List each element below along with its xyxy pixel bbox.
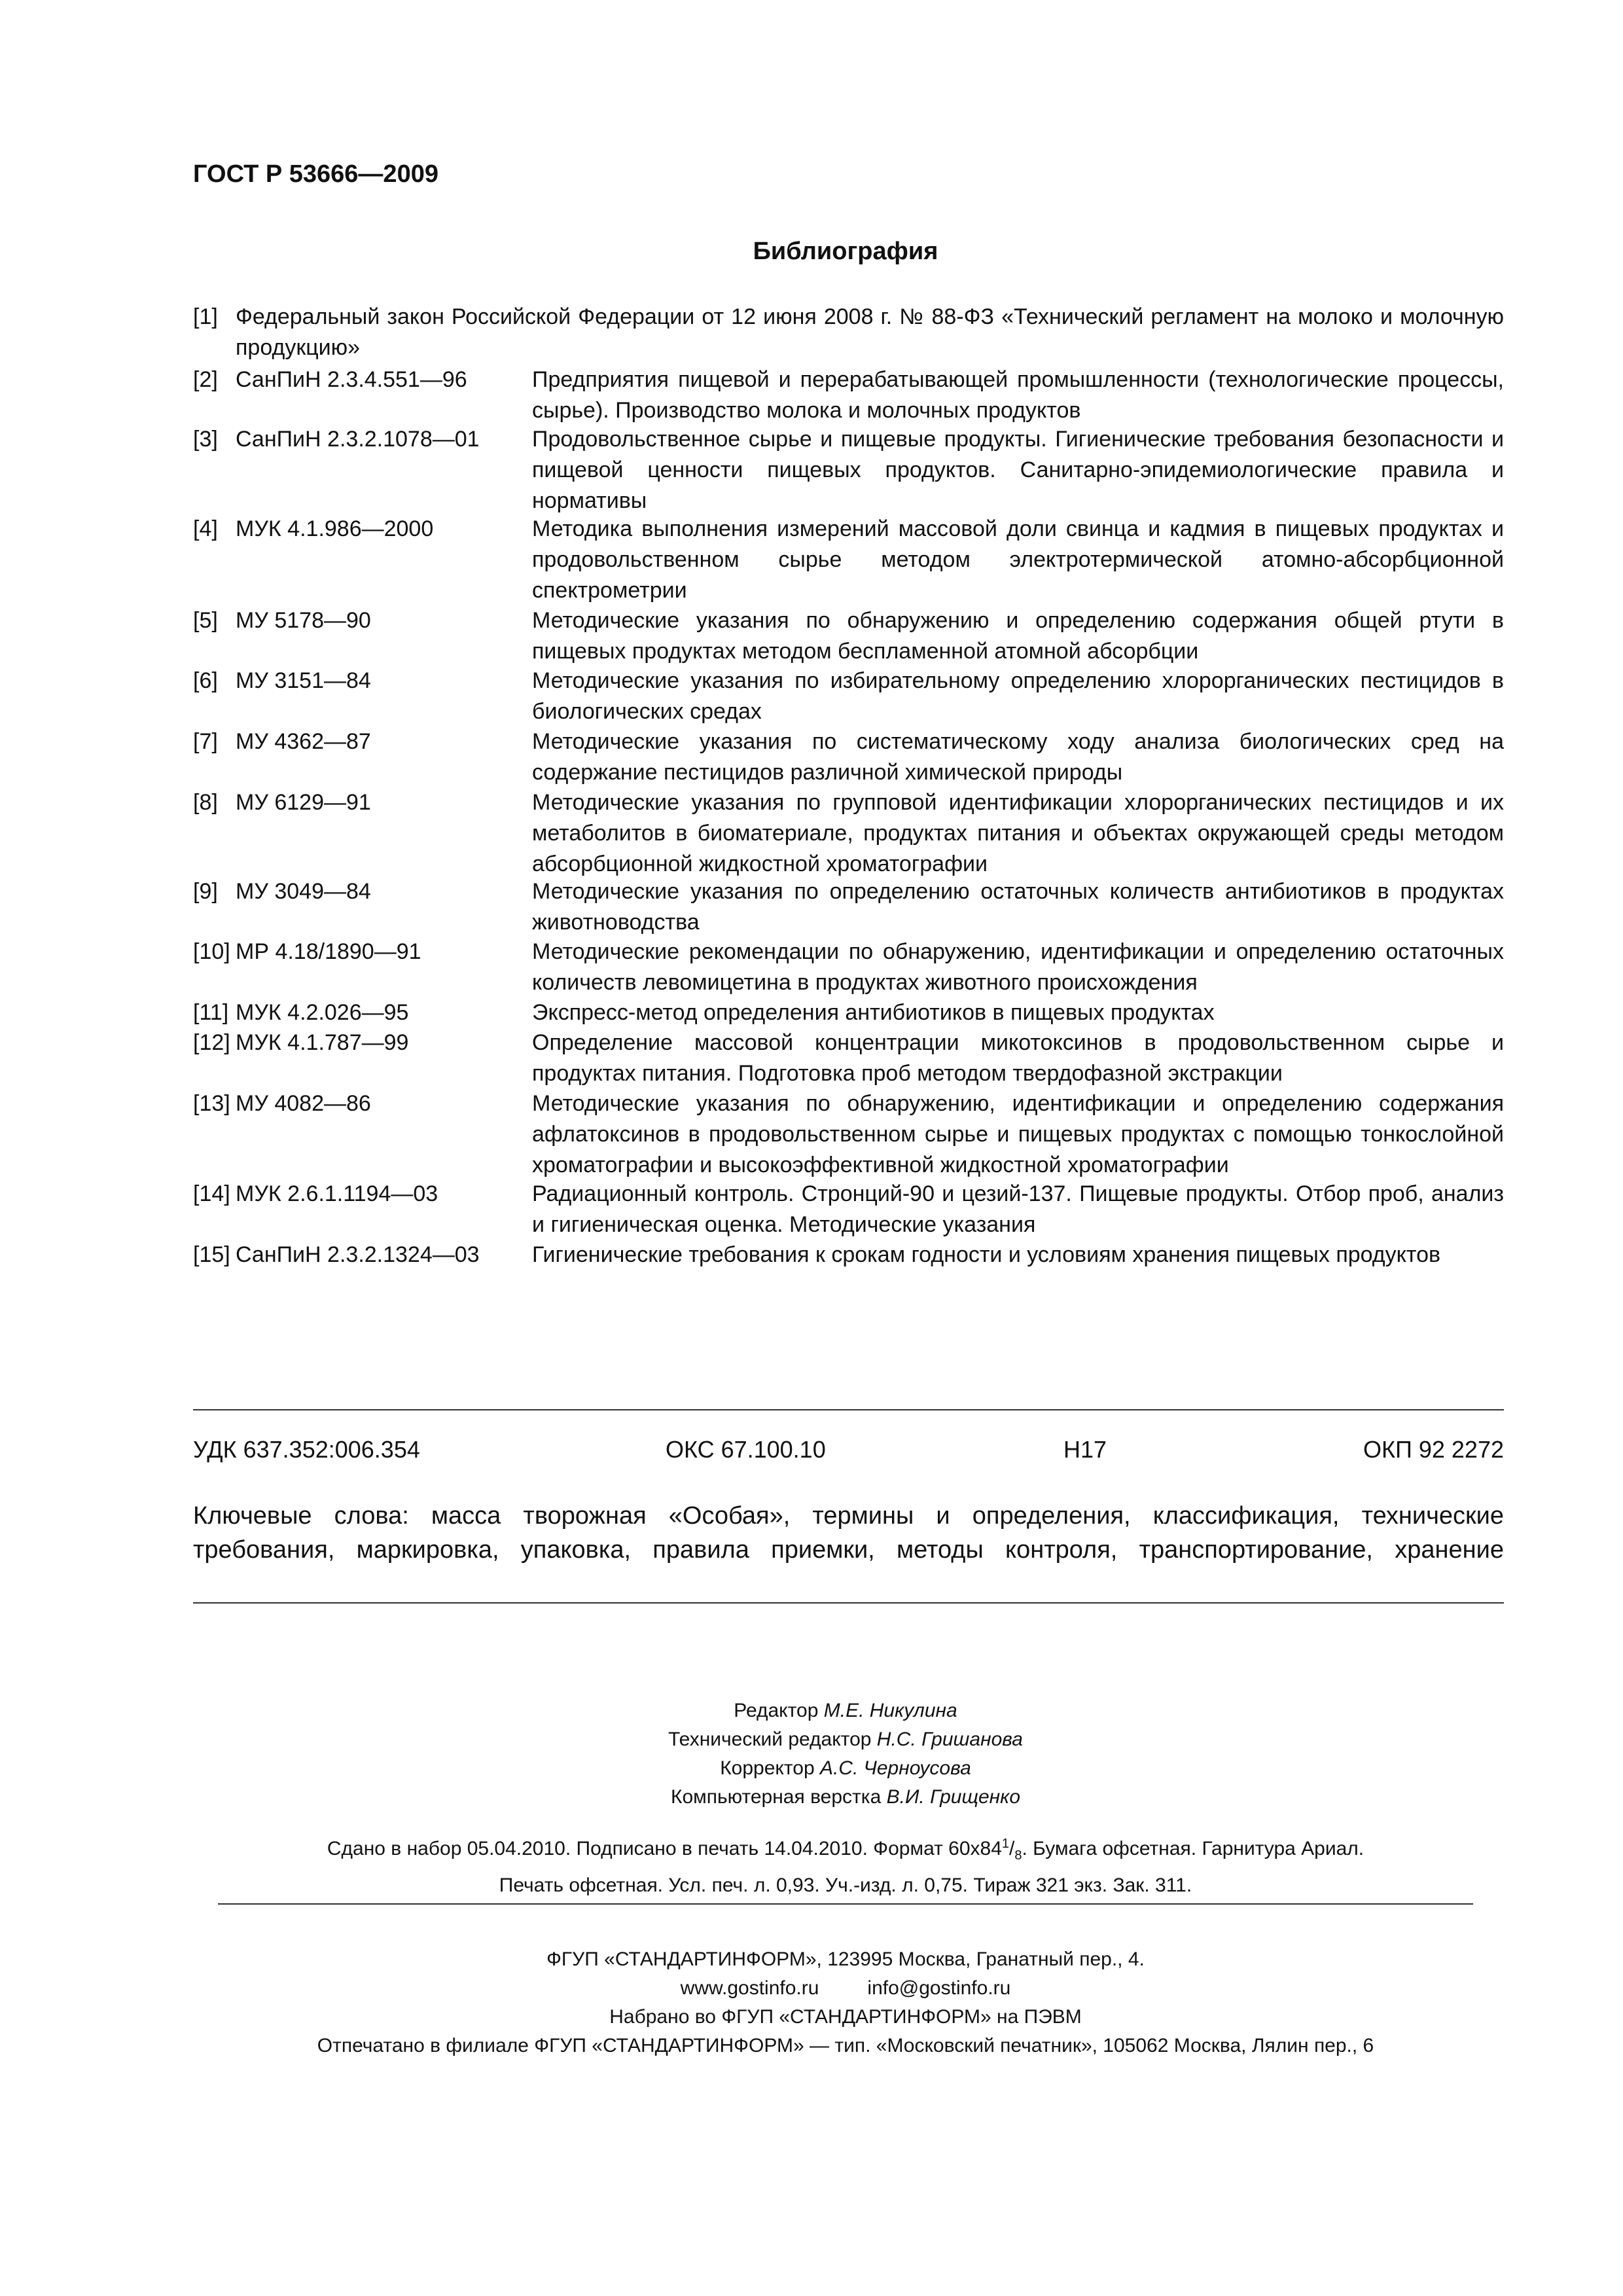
entry-title: Методические рекомендации по обнаружению, идентификации и определению остаточных количеств левомицетина в продуктах животного происхождения [532,939,1504,995]
entry-code: СанПиН 2.3.4.551—96 [236,367,467,392]
bibliography-title: Библиография [753,238,938,265]
entry-number: [7] [193,729,218,754]
bibliography-entry [193,514,1504,606]
entry-code: МУК 4.2.026—95 [236,1000,409,1025]
bibliography-entry [193,666,1504,727]
publisher-contacts [0,1974,1623,2003]
entry-title: Радиационный контроль. Стронций-90 и цезий-137. Пищевые продукты. Отбор проб, анализ и гигиеническая оценка. Методические указания [532,1181,1504,1237]
bibliography-entry [193,937,1504,998]
top-divider [193,1409,1504,1410]
entry-number: [11] [193,1000,229,1025]
entry-number: [2] [193,367,218,392]
entry-code: СанПиН 2.3.2.1324—03 [236,1242,480,1267]
okp-code: ОКП 92 2272 [1363,1436,1504,1463]
bibliography-entry [193,302,1504,363]
entry-title: Экспресс-метод определения антибиотиков в пищевых продуктах [532,1000,1215,1025]
entry-title: Гигиенические требования к срокам годности и условиям хранения пищевых продуктов [532,1242,1441,1267]
entry-number: [13] [193,1091,230,1116]
entry-number: [8] [193,790,218,815]
proofreader-line: Корректор А.С. Черноусова [720,1757,971,1779]
udk-code: УДК 637.352:006.354 [193,1436,420,1463]
entry-number: [14] [193,1181,230,1206]
editor-line: Редактор М.Е. Никулина [734,1700,957,1721]
bibliography-entry [193,1240,1504,1270]
entry-title: Методические указания по избирательному определению хлорорганических пестицидов в биологических средах [532,668,1504,724]
oks-code: ОКС 67.100.10 [666,1436,826,1463]
entry-number: [4] [193,516,218,541]
entry-number: [6] [193,668,218,693]
print-line-1: Сдано в набор 05.04.2010. Подписано в печать 14.04.2010. Формат $60x84^1/_8$. Бумага офсетная. Гарнитура Ариал. [327,1837,1364,1863]
staff-credits [0,1696,1623,1812]
website-link[interactable]: www.gostinfo.ru [680,1977,819,1999]
bibliography-entry [193,424,1504,516]
entry-title: Методические указания по систематическому ходу анализа биологических сред на содержание пестицидов различной химической природы [532,729,1504,785]
entry-title: Методика выполнения измерений массовой доли свинца и кадмия в пищевых продуктах и продовольственном сырье методом электротермической атомно-абсорбционной спектрометрии [532,516,1504,603]
entry-code: МУ 4082—86 [236,1091,371,1116]
entry-code: МУ 3049—84 [236,879,371,904]
bibliography-entry [193,365,1504,426]
entry-title: Методические указания по обнаружению и определению содержания общей ртути в пищевых продуктах методом беспламенной атомной абсорбции [532,608,1504,664]
entry-code: МУ 4362—87 [236,729,371,754]
entry-number: [10] [193,939,230,964]
entry-title: Методические указания по групповой идентификации хлорорганических пестицидов и их метаболитов в биоматериале, продуктах питания и объектах окружающей среды методом абсорбционной жидкостной хроматографии [532,790,1504,876]
entry-code: МУК 2.6.1.1194—03 [236,1181,438,1206]
entry-title: Продовольственное сырье и пищевые продукты. Гигиенические требования безопасности и пищевой ценности пищевых продуктов. Санитарно-эпидемиологические правила и нормативы [532,427,1504,513]
bibliography-entry [193,1179,1504,1240]
print-details [0,1829,1623,1900]
typeset-line: Набрано во ФГУП «СТАНДАРТИНФОРМ» на ПЭВМ [609,2006,1082,2028]
standard-number: ГОСТ Р 53666—2009 [193,160,438,188]
entry-number: [1] [193,304,218,329]
entry-code: МУ 6129—91 [236,790,371,815]
entry-number: [3] [193,427,218,452]
entry-code: МУ 3151—84 [236,668,371,693]
entry-title: Определение массовой концентрации микотоксинов в продовольственном сырье и продуктах питания. Подготовка проб методом твердофазной экстракции [532,1030,1504,1086]
layout-line: Компьютерная верстка В.И. Грищенко [670,1786,1021,1808]
entry-code: МР 4.18/1890—91 [236,939,421,964]
bibliography-entry [193,605,1504,667]
bibliography-entry [193,1028,1504,1089]
publisher-divider [218,1903,1473,1905]
entry-title: Методические указания по определению остаточных количеств антибиотиков в продуктах животноводства [532,879,1504,935]
entry-number: [9] [193,879,218,904]
tech-editor-line: Технический редактор Н.С. Гришанова [668,1729,1023,1750]
entry-title: Методические указания по обнаружению, идентификации и определению содержания афлатоксинов в продовольственном сырье и пищевых продуктах с помощью тонкослойной хроматографии и высокоэффективной жидкостной хроматографии [532,1091,1504,1177]
classification-codes [193,1436,1504,1469]
entry-number: [12] [193,1030,230,1055]
entry-title: Предприятия пищевой и перерабатывающей промышленности (технологические процессы, сырье). Производство молока и молочных продуктов [532,367,1504,423]
entry-number: [5] [193,608,218,633]
bibliography-entry [193,997,1504,1028]
entry-code: МУК 4.1.986—2000 [236,516,434,541]
bottom-divider [193,1602,1504,1604]
bibliography-entry [193,787,1504,880]
entry-number: [15] [193,1242,230,1267]
entry-code: МУ 5178—90 [236,608,371,633]
print-line-2: Печать офсетная. Усл. печ. л. 0,93. Уч.-изд. л. 0,75. Тираж 321 экз. Зак. 311. [499,1874,1192,1896]
group-code: Н17 [1063,1436,1107,1463]
publisher-info [0,1945,1623,2060]
bibliography-entry [193,726,1504,788]
entry-code: СанПиН 2.3.2.1078—01 [236,427,480,452]
bibliography-entry [193,876,1504,938]
printed-line: Отпечатано в филиале ФГУП «СТАНДАРТИНФОРМ» — тип. «Московский печатник», 105062 Москва, Лялин пер., 6 [317,2035,1374,2056]
entry-title: Федеральный закон Российской Федерации от 12 июня 2008 г. № 88-ФЗ «Технический регламент на молоко и молочную продукцию» [236,304,1504,360]
email-link[interactable]: info@gostinfo.ru [867,1977,1011,1999]
publisher-address: ФГУП «СТАНДАРТИНФОРМ», 123995 Москва, Гранатный пер., 4. [546,1948,1145,1970]
entry-code: МУК 4.1.787—99 [236,1030,409,1055]
bibliography-entry [193,1088,1504,1181]
keywords: Ключевые слова: масса творожная «Особая», термины и определения, классификация, технические требования, маркировка, упаковка, правила приемки, методы контроля, транспортирование, хранение [193,1502,1504,1564]
